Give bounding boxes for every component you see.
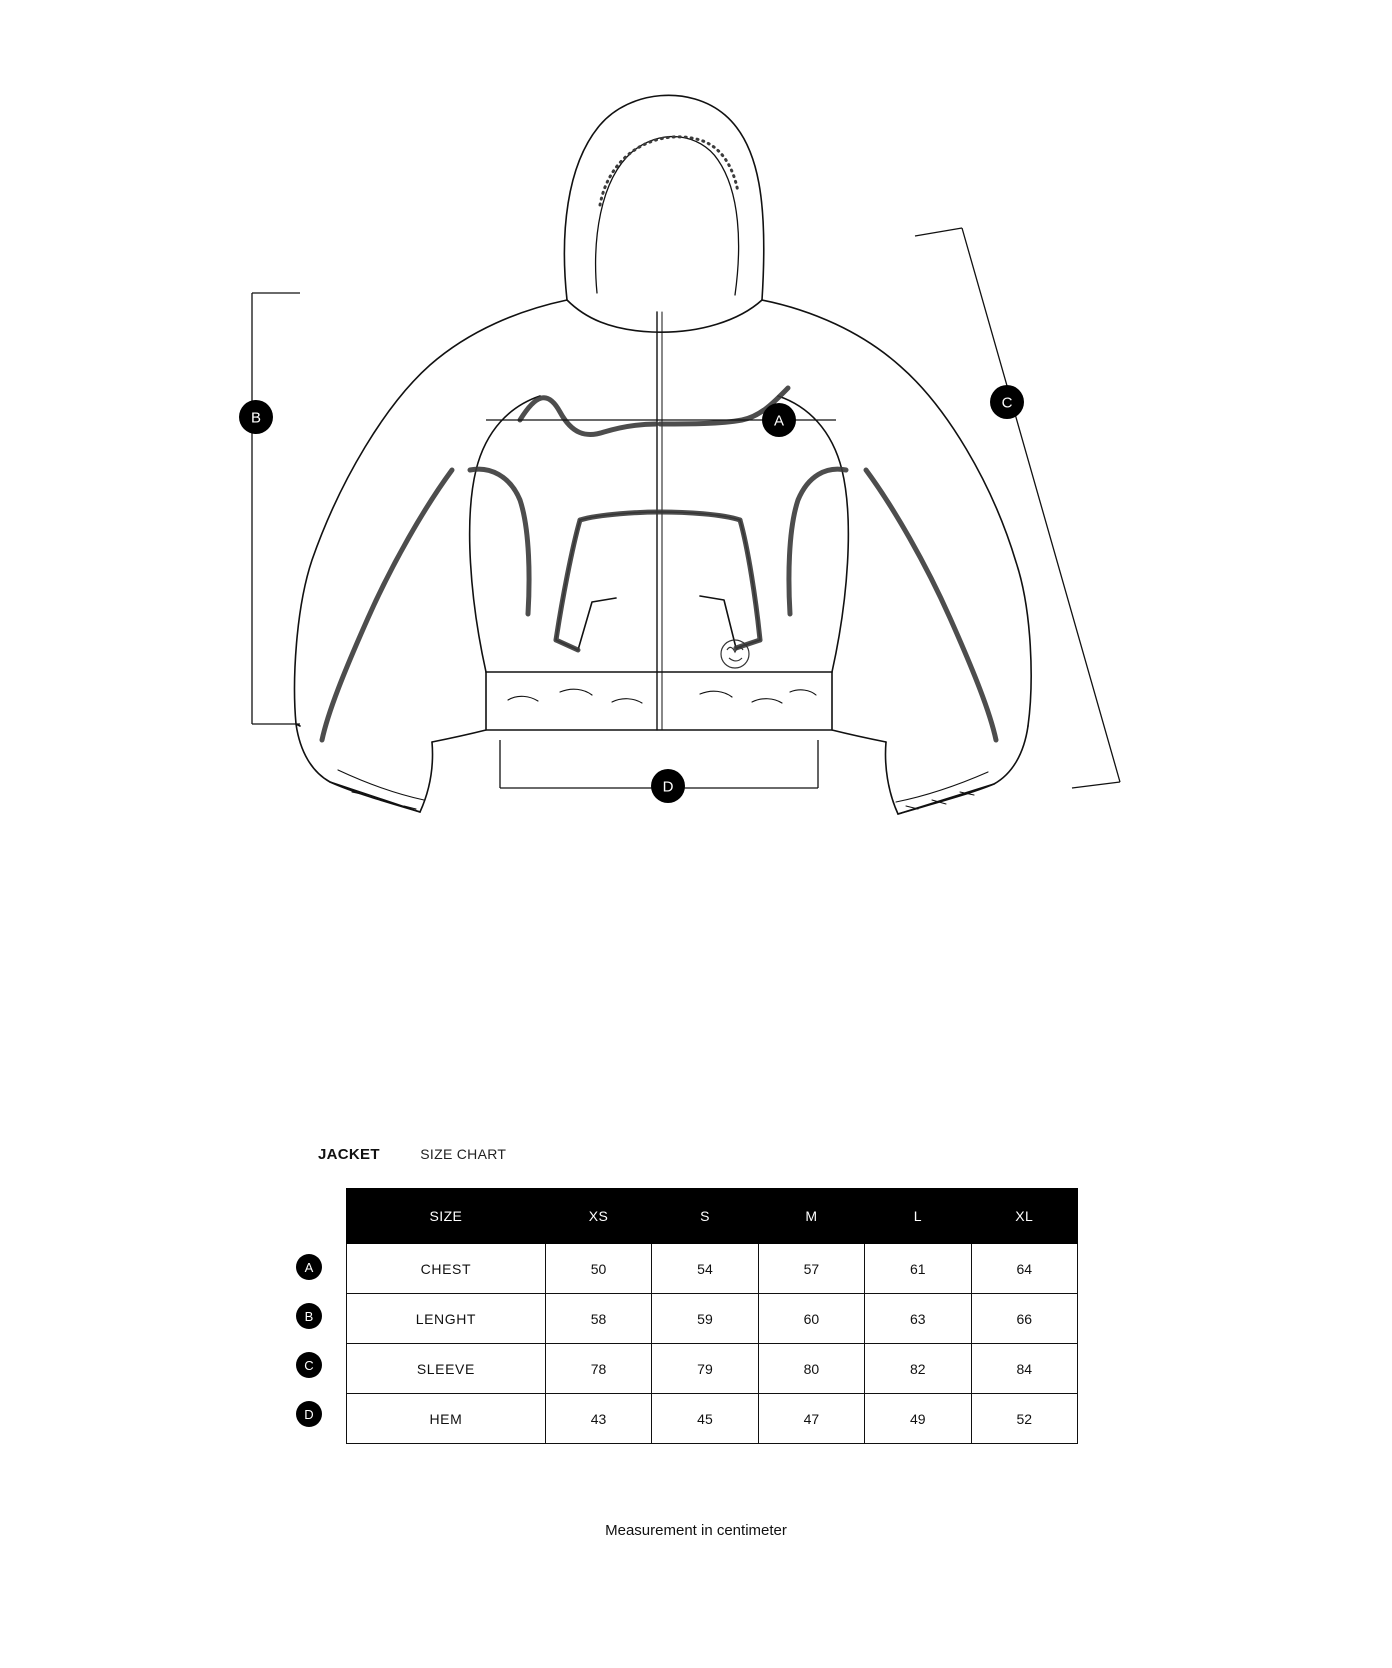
- cell-lenght-xs: 58: [545, 1294, 651, 1344]
- left-cuff-rib-lines: [352, 792, 416, 809]
- header-s: S: [652, 1189, 758, 1244]
- guide-c-bracket: [915, 228, 1120, 788]
- left-cuff: [296, 724, 433, 812]
- pocket-accent-right: [740, 520, 760, 640]
- sleeve-accent-right: [866, 470, 996, 740]
- collar-seam: [567, 300, 762, 332]
- row-marker-b: B: [296, 1303, 322, 1329]
- marker-d-label: D: [662, 778, 674, 796]
- sleeve-accent-left: [322, 470, 452, 740]
- table-header-row: [347, 1189, 1078, 1244]
- marker-d: [651, 769, 685, 803]
- table-row: [347, 1394, 1078, 1444]
- table-row: [347, 1294, 1078, 1344]
- pocket-outline-right: [580, 512, 760, 648]
- cell-lenght-s: 59: [652, 1294, 758, 1344]
- marker-b-label: B: [250, 409, 262, 427]
- cell-hem-m: 47: [758, 1394, 864, 1444]
- cell-hem-xl: 52: [971, 1394, 1078, 1444]
- hood-stitch: [600, 137, 738, 205]
- left-outer-seam: [295, 300, 567, 726]
- table-row: [347, 1344, 1078, 1394]
- drawing-markers: [239, 385, 1024, 803]
- cell-chest-xl: 64: [971, 1244, 1078, 1294]
- cell-lenght-xl: 66: [971, 1294, 1078, 1344]
- cell-hem-xs: 43: [545, 1394, 651, 1444]
- cell-lenght-l: 63: [865, 1294, 971, 1344]
- chart-heading: [318, 1146, 506, 1164]
- header-m: M: [758, 1189, 864, 1244]
- row-label-sleeve: SLEEVE: [347, 1344, 546, 1394]
- row-label-hem: HEM: [347, 1394, 546, 1444]
- left-body-side: [432, 672, 486, 742]
- marker-a-label: A: [773, 412, 785, 430]
- header-xs: XS: [545, 1189, 651, 1244]
- size-chart-table: [346, 1188, 1078, 1444]
- cell-chest-m: 57: [758, 1244, 864, 1294]
- marker-b: [239, 400, 273, 434]
- left-armhole-seam: [470, 396, 540, 672]
- cell-sleeve-s: 79: [652, 1344, 758, 1394]
- cell-sleeve-l: 82: [865, 1344, 971, 1394]
- cell-hem-l: 49: [865, 1394, 971, 1444]
- right-body-side: [832, 672, 886, 742]
- cell-sleeve-xs: 78: [545, 1344, 651, 1394]
- pocket-accent-top: [580, 512, 740, 520]
- measurement-footnote: Measurement in centimeter: [605, 1522, 787, 1539]
- right-cuff: [886, 726, 1029, 814]
- cell-sleeve-m: 80: [758, 1344, 864, 1394]
- row-marker-a: A: [296, 1254, 322, 1280]
- cell-chest-xs: 50: [545, 1244, 651, 1294]
- cell-chest-s: 54: [652, 1244, 758, 1294]
- marker-a: [762, 403, 796, 437]
- cell-lenght-m: 60: [758, 1294, 864, 1344]
- left-cuff-rib: [338, 770, 424, 800]
- marker-c: [990, 385, 1024, 419]
- pocket-accent-bl: [556, 640, 578, 650]
- header-l: L: [865, 1189, 971, 1244]
- guide-b-bracket: [252, 293, 300, 724]
- cell-chest-l: 61: [865, 1244, 971, 1294]
- hood-inner-edge: [596, 137, 739, 295]
- chart-subtitle: SIZE CHART: [420, 1146, 507, 1162]
- table-row: [347, 1244, 1078, 1294]
- cell-sleeve-xl: 84: [971, 1344, 1078, 1394]
- row-marker-c: C: [296, 1352, 322, 1378]
- cell-hem-s: 45: [652, 1394, 758, 1444]
- header-size: SIZE: [347, 1189, 546, 1244]
- row-label-chest: CHEST: [347, 1244, 546, 1294]
- armhole-accent-right: [789, 469, 846, 614]
- armhole-accent-left: [470, 469, 529, 614]
- pocket-accent-left: [556, 520, 580, 640]
- chart-title: JACKET: [318, 1146, 380, 1163]
- chest-accent-left: [520, 398, 656, 435]
- right-armhole-seam: [778, 396, 848, 672]
- header-xl: XL: [971, 1189, 1078, 1244]
- marker-c-label: C: [1001, 394, 1013, 412]
- row-marker-d: D: [296, 1401, 322, 1427]
- row-label-lenght: LENGHT: [347, 1294, 546, 1344]
- right-cuff-rib: [896, 772, 988, 802]
